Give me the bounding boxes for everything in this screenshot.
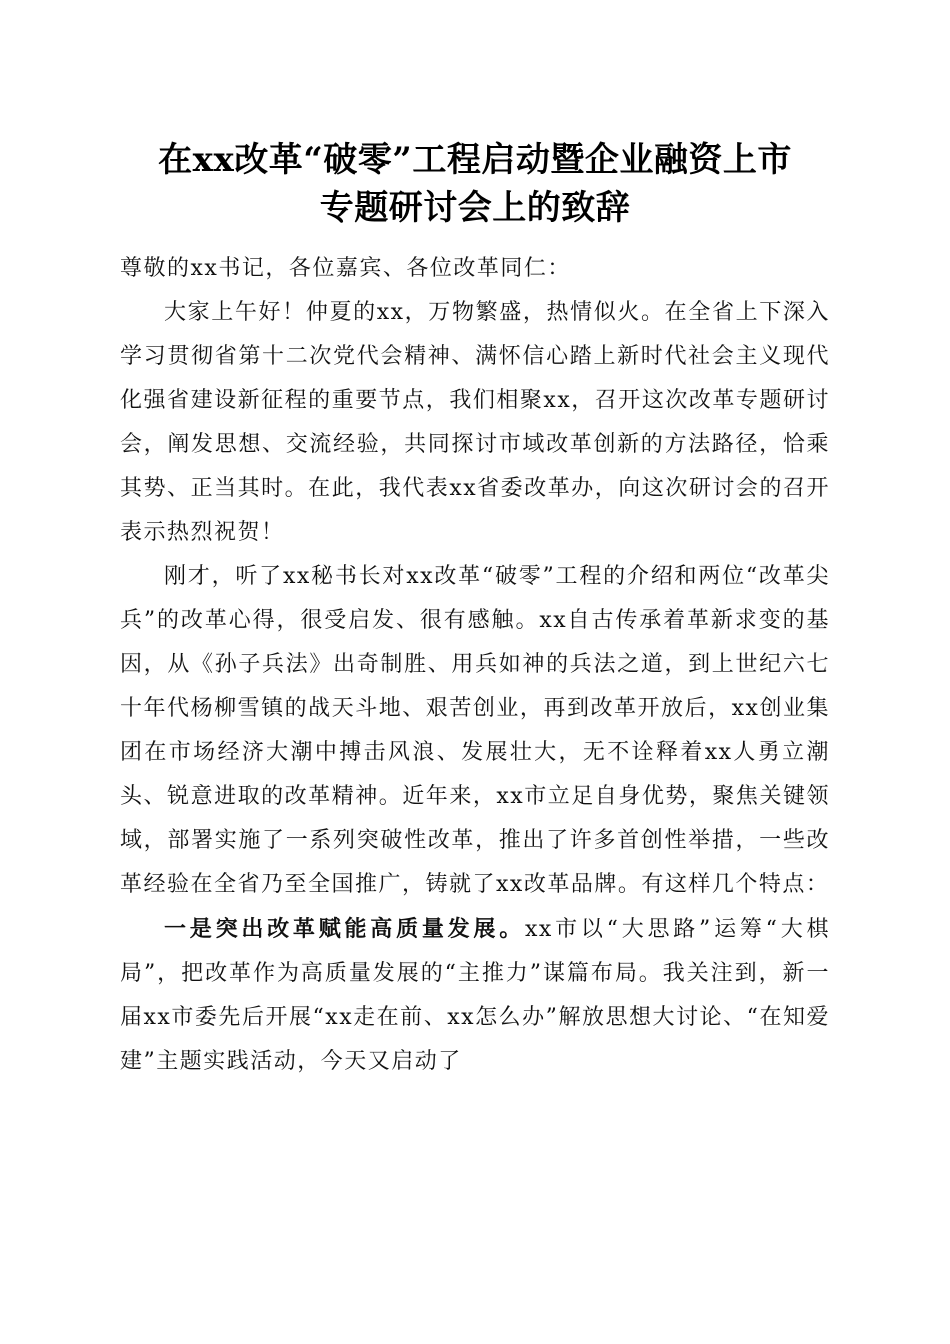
document-title-line-1: 在xx改革“破零”工程启动暨企业融资上市: [158, 140, 792, 180]
paragraph-point-one: [120, 907, 830, 1084]
point-one-text: xx市以“大思路”运筹“大棋局”，把改革作为高质量发展的“主推力”谋篇布局。我关注到，新一届xx市委先后开展“xx走在前、xx怎么办”解放思想大讨论、“在知爱建”主题实践活动，今天又启动了: [120, 917, 830, 1074]
document-title-line-2: 专题研讨会上的致辞: [319, 188, 631, 228]
point-one-heading: 一是突出改革赋能高质量发展。: [164, 916, 525, 942]
salutation: 尊敬的xx书记，各位嘉宾、各位改革同仁：: [120, 256, 571, 281]
document-body: [120, 247, 830, 1084]
paragraph-opening: 大家上午好！仲夏的xx，万物繁盛，热情似火。在全省上下深入学习贯彻省第十二次党代会精神、满怀信心踏上新时代社会主义现代化强省建设新征程的重要节点，我们相聚xx，召开这次改革专题研讨会，阐发思想、交流经验，共同探讨市域改革创新的方法路径，恰乘其势、正当其时。在此，我代表xx省委改革办，向这次研讨会的召开表示热烈祝贺！: [120, 300, 830, 545]
paragraph-features-intro: 刚才，听了xx秘书长对xx改革“破零”工程的介绍和两位“改革尖兵”的改革心得，很受启发、很有感触。xx自古传承着革新求变的基因，从《孙子兵法》出奇制胜、用兵如神的兵法之道，到上世纪六七十年代杨柳雪镇的战天斗地、艰苦创业，再到改革开放后，xx创业集团在市场经济大潮中搏击风浪、发展壮大，无不诠释着xx人勇立潮头、锐意进取的改革精神。近年来，xx市立足自身优势，聚焦关键领域，部署实施了一系列突破性改革，推出了许多首创性举措，一些改革经验在全省乃至全国推广，铸就了xx改革品牌。有这样几个特点：: [120, 564, 830, 897]
